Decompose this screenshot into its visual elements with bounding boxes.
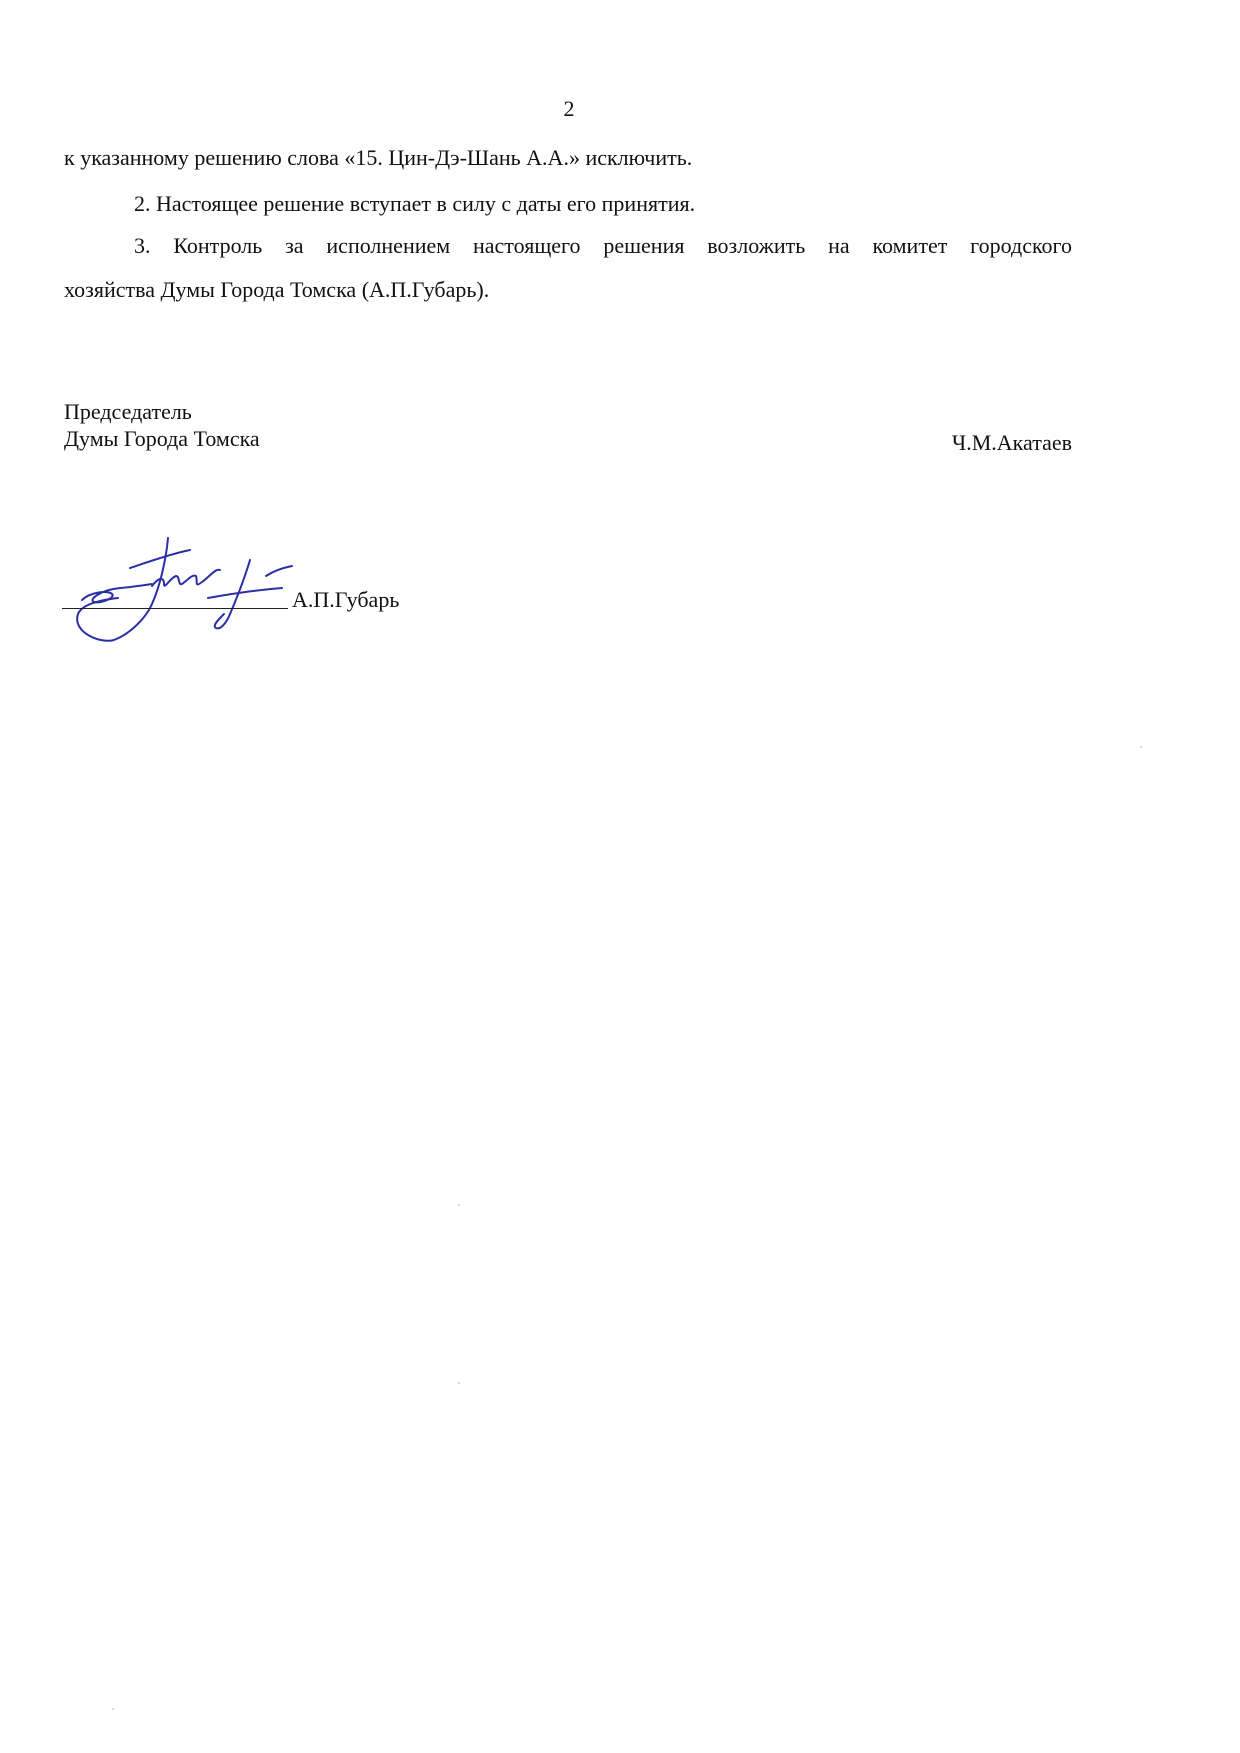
scan-speck [458, 1204, 460, 1206]
chairman-name: Ч.М.Акатаев [951, 430, 1072, 455]
paragraph-continuation [64, 136, 1072, 180]
paragraph-item-3 [64, 224, 1072, 312]
paragraph-line: 2. Настоящее решение вступает в силу с даты его принятия. [134, 191, 696, 216]
signer-name: А.П.Губарь [292, 587, 400, 612]
chairman-title-line-2: Думы Города Томска [64, 426, 260, 451]
chairman-title-line-1: Председатель [64, 399, 192, 424]
scan-speck [112, 1708, 114, 1710]
scan-speck [1140, 746, 1142, 748]
paragraph-item-2 [64, 182, 1072, 226]
page-number: 2 [563, 96, 575, 121]
signature-line [62, 608, 288, 609]
chairman-title [64, 398, 260, 452]
handwritten-signature [60, 530, 320, 650]
scan-speck [458, 1382, 460, 1384]
paragraph-line: к указанному решению слова «15. Цин-Дэ-Шань А.А.» исключить. [64, 145, 693, 170]
paragraph-line: 3. Контроль за исполнением настоящего решения возложить на комитет городского [134, 233, 1072, 258]
paragraph-line: хозяйства Думы Города Томска (А.П.Губарь). [64, 277, 490, 302]
